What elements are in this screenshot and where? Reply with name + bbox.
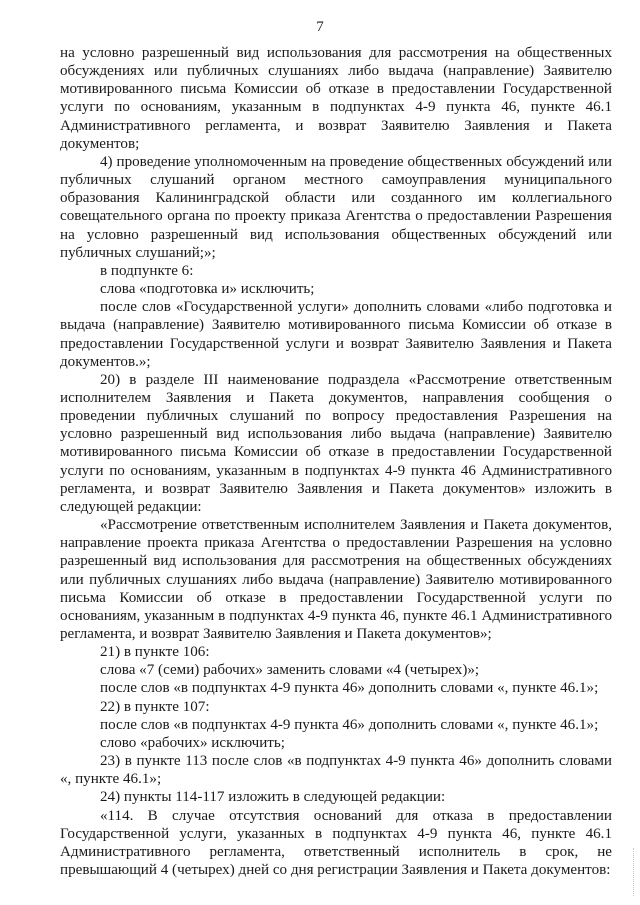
paragraph-13: слово «рабочих» исключить;: [100, 734, 285, 751]
paragraph-14: 23) в пункте 113 после слов «в подпунктах 4-9 пункта 46» дополнить словами «, пункте 46.1»;: [60, 753, 612, 788]
paragraph-7: «Рассмотрение ответственным исполнителем Заявления и Пакета документов, направление проекта приказа Агентства о предоставлении Разрешения на условно разрешенный вид использования для рассмотрения на общественных обсуждениях или публичных слушаниях либо выдача (направление) Заявителю мотивированного письма Комиссии об отказе в предоставлении Государственной услуги по основаниям, указанным в подпунктах 4-9 пункта 46, пункте 46.1 Административного регламента, и возврат Заявителю Заявления и Пакета документов»;: [60, 517, 612, 642]
paragraph-1: на условно разрешенный вид использования для рассмотрения на общественных обсуждениях или публичных слушаниях либо выдача (направление) Заявителю мотивированного письма Комиссии об отказе в предоставлении Государственной услуги по основаниям, указанным в подпунктах 4-9 пункта 46, пункте 46.1 Административного регламента, и возврат Заявителю Заявления и Пакета документов;: [60, 45, 612, 152]
paragraph-12: после слов «в подпунктах 4-9 пункта 46» дополнить словами «, пункте 46.1»;: [100, 716, 599, 733]
paragraph-2: 4) проведение уполномоченным на проведение общественных обсуждений или публичных слушаний органом местного самоуправления муниципального образования Калининградской области или созданного им коллегиального совещательного органа по проекту приказа Агентства о предоставлении Разрешения на условно разрешенный вид использования общественных обсуждений или публичных слушаний;»;: [60, 153, 612, 261]
scan-edge-marks: [631, 848, 634, 896]
paragraph-15: 24) пункты 114-117 изложить в следующей редакции:: [100, 789, 446, 806]
paragraph-4: слова «подготовка и» исключить;: [100, 281, 315, 298]
paragraph-16: «114. В случае отсутствия оснований для отказа в предоставлении Государственной услуги, указанных в подпунктах 4-9 пункта 46, пункте 46.1 Административного регламента, ответственный исполнитель в срок, не превышающий 4 (четырех) дней со дня регистрации Заявления и Пакета документов:: [60, 807, 612, 879]
paragraph-5: после слов «Государственной услуги» дополнить словами «либо подготовка и выдача (направление) Заявителю мотивированного письма Комиссии об отказе в предоставлении Государственной услуги и возврат Заявителю Заявления и Пакета документов.»;: [60, 299, 612, 370]
paragraph-6: 20) в разделе III наименование подраздела «Рассмотрение ответственным исполнителем Заявления и Пакета документов, направления сообщения о проведении публичных слушаний по вопросу предоставления Разрешения на условно разрешенный вид использования либо выдача (направление) Заявителю мотивированного письма Комиссии об отказе в предоставлении Государственной услуги по основаниям, указанным в подпунктах 4-9 пункта 46 Административного регламента, и возврат Заявителю Заявления и Пакета документов» изложить в следующей редакции:: [60, 371, 612, 515]
document-body: [60, 44, 612, 879]
page-number: 7: [316, 19, 324, 35]
paragraph-11: 22) в пункте 107:: [100, 698, 210, 715]
paragraph-3: в подпункте 6:: [100, 262, 194, 279]
paragraph-8: 21) в пункте 106:: [100, 644, 210, 661]
paragraph-9: слова «7 (семи) рабочих» заменить словами «4 (четырех)»;: [100, 662, 480, 679]
paragraph-10: после слов «в подпунктах 4-9 пункта 46» дополнить словами «, пункте 46.1»;: [100, 680, 599, 697]
